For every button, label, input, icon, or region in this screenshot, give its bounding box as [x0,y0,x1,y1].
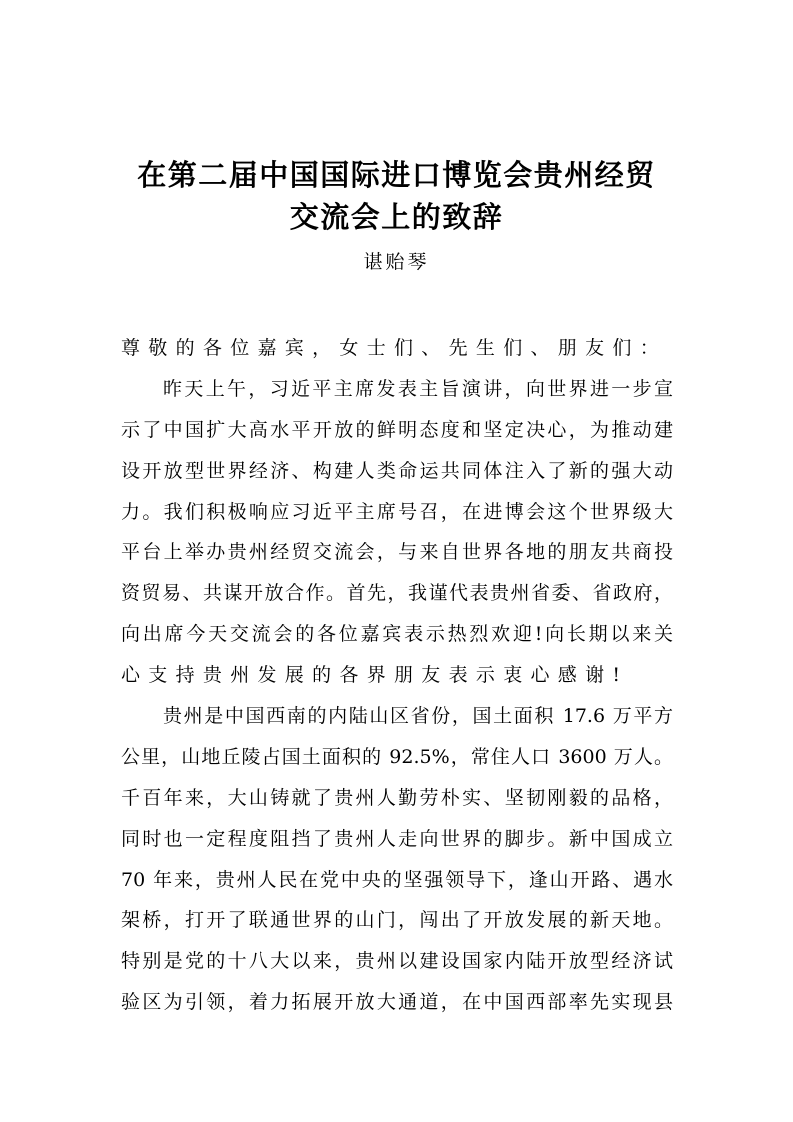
body-line: 资贸易、共谋开放合作。首先，我谨代表贵州省委、省政府， [121,582,673,605]
body-line: 验区为引领，着力拓展开放大通道，在中国西部率先实现县 [121,991,673,1014]
body-line: 千百年来，大山铸就了贵州人勤劳朴实、坚韧刚毅的品格， [121,786,673,809]
body-line: 向出席今天交流会的各位嘉宾表示热烈欢迎!向长期以来关 [121,623,673,646]
document-body [121,328,673,1023]
document-author: 谌贻琴 [363,251,430,273]
body-line: 同时也一定程度阻挡了贵州人走向世界的脚步。新中国成立 [121,827,673,850]
body-line: 公里，山地丘陵占国土面积的 92.5%，常住人口 3600 万人。 [121,745,673,768]
document-title-line-2: 交流会上的致辞 [289,200,504,234]
body-line: 设开放型世界经济、构建人类命运共同体注入了新的强大动 [121,459,673,482]
body-line: 心支持贵州发展的各界朋友表示衷心感谢! [121,664,629,687]
body-line: 尊敬的各位嘉宾，女士们、先生们、朋友们： [121,337,668,359]
body-line: 昨天上午，习近平主席发表主旨演讲，向世界进一步宣 [163,377,673,400]
body-line: 70 年来，贵州人民在党中央的坚强领导下，逢山开路、遇水 [121,868,673,891]
body-line: 示了中国扩大高水平开放的鲜明态度和坚定决心，为推动建 [121,418,673,441]
body-line: 贵州是中国西南的内陆山区省份，国土面积 17.6 万平方 [163,705,673,728]
body-line: 力。我们积极响应习近平主席号召，在进博会这个世界级大 [121,500,673,523]
body-line: 特别是党的十八大以来，贵州以建设国家内陆开放型经济试 [121,950,673,973]
body-line: 架桥，打开了联通世界的山门，闯出了开放发展的新天地。 [121,909,673,932]
body-line: 平台上举办贵州经贸交流会，与来自世界各地的朋友共商投 [121,541,673,564]
document-title-line-1: 在第二届中国国际进口博览会贵州经贸 [137,158,656,192]
